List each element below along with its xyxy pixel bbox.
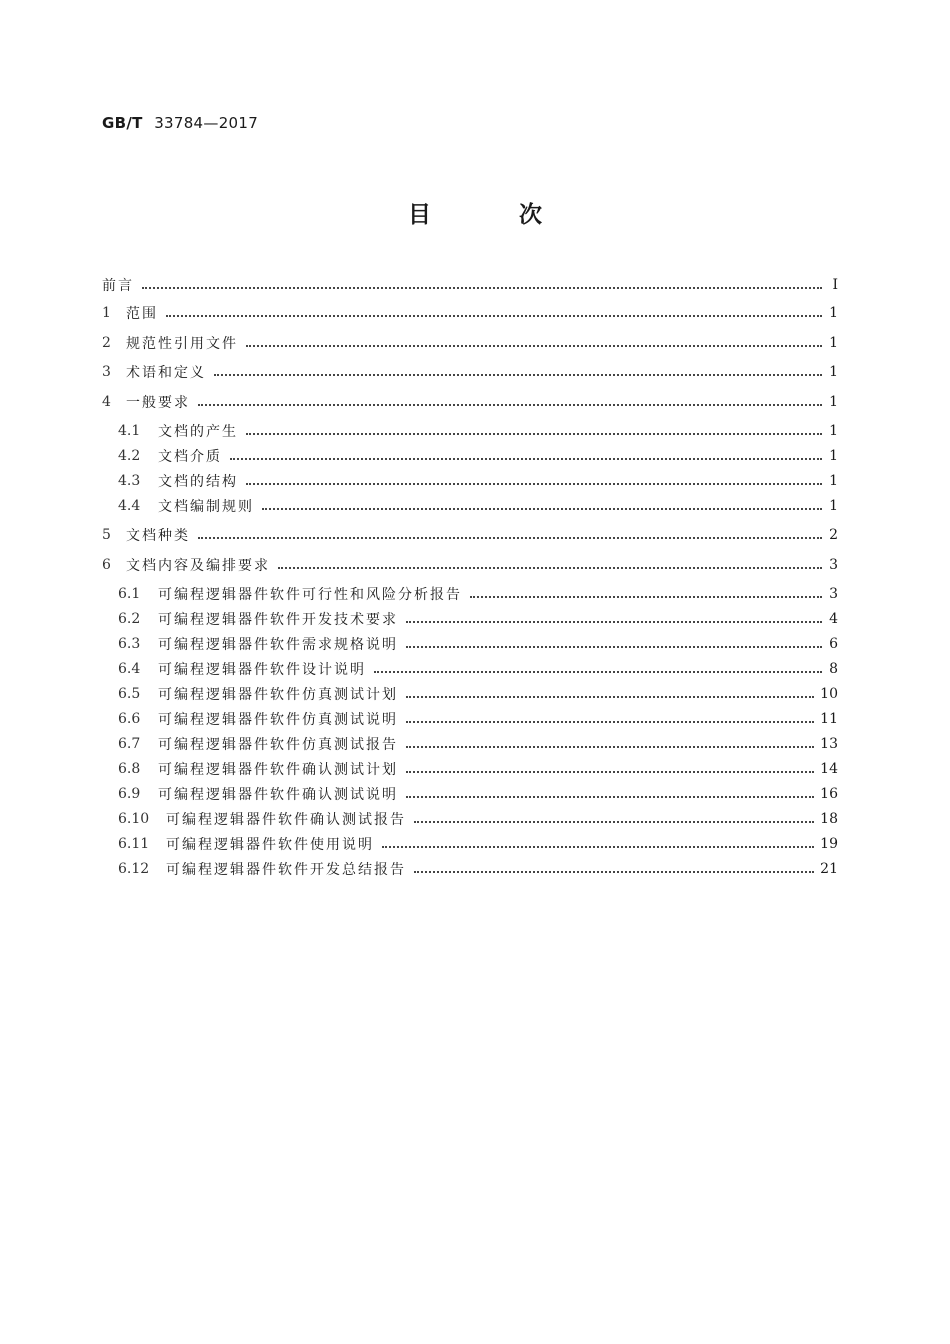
toc-entry-label: 范围 — [126, 306, 158, 322]
toc-entry-label: 可编程逻辑器件软件确认测试计划 — [158, 762, 398, 778]
toc-entry-page: 2 — [829, 527, 838, 543]
toc-entry-number: 6 — [102, 557, 111, 573]
dot-leader — [142, 273, 822, 289]
toc-entry-label: 规范性引用文件 — [126, 336, 238, 352]
toc-entry[interactable] — [102, 303, 838, 323]
toc-entry[interactable] — [118, 784, 838, 804]
dot-leader — [406, 707, 814, 723]
toc-entry[interactable] — [118, 609, 838, 629]
toc-entry-page: 8 — [829, 661, 838, 677]
toc-entry[interactable] — [118, 421, 838, 441]
toc-entry-label: 文档编制规则 — [158, 499, 254, 515]
toc-entry[interactable] — [118, 496, 838, 516]
toc-entry-label: 可编程逻辑器件软件仿真测试计划 — [158, 687, 398, 703]
toc-entry-label: 可编程逻辑器件软件开发总结报告 — [166, 862, 406, 878]
toc-entry[interactable] — [102, 555, 838, 575]
toc-entry-label: 文档的结构 — [158, 474, 238, 490]
toc-entry-label: 可编程逻辑器件软件开发技术要求 — [158, 612, 398, 628]
toc-entry[interactable] — [102, 362, 838, 382]
toc-entry-page: 4 — [829, 611, 838, 627]
toc-entry-number: 6.7 — [118, 736, 141, 752]
dot-leader — [278, 553, 822, 569]
toc-entry-number: 4 — [102, 394, 111, 410]
dot-leader — [246, 419, 822, 435]
toc-entry-number: 1 — [102, 305, 111, 321]
toc-entry-label: 术语和定义 — [126, 365, 206, 381]
dot-leader — [406, 607, 822, 623]
toc-entry-page: I — [832, 277, 838, 293]
toc-entry[interactable] — [118, 859, 838, 879]
toc-entry-label: 可编程逻辑器件软件确认测试报告 — [166, 812, 406, 828]
standard-code-number: 33784—2017 — [154, 114, 259, 132]
toc-entry-number: 5 — [102, 527, 111, 543]
toc-entry[interactable] — [118, 584, 838, 604]
toc-entry-page: 1 — [829, 394, 838, 410]
toc-entry-page: 13 — [820, 736, 838, 752]
toc-entry-page: 1 — [829, 305, 838, 321]
dot-leader — [470, 582, 822, 598]
toc-entry-page: 1 — [829, 473, 838, 489]
toc-entry-label: 文档内容及编排要求 — [126, 558, 270, 574]
toc-entry-label: 文档介质 — [158, 449, 222, 465]
toc-entry-page: 6 — [829, 636, 838, 652]
toc-entry-page: 1 — [829, 335, 838, 351]
toc-entry-number: 4.4 — [118, 498, 141, 514]
toc-entry-number: 6.11 — [118, 836, 150, 852]
dot-leader — [406, 782, 814, 798]
toc-entry-page: 19 — [820, 836, 838, 852]
toc-entry-number: 4.1 — [118, 423, 141, 439]
toc-entry-page: 1 — [829, 423, 838, 439]
toc-entry[interactable] — [118, 709, 838, 729]
toc-entry[interactable] — [118, 446, 838, 466]
toc-entry-label: 文档的产生 — [158, 424, 238, 440]
toc-entry[interactable] — [118, 471, 838, 491]
dot-leader — [406, 732, 814, 748]
toc-entry[interactable] — [118, 834, 838, 854]
toc-entry-label: 可编程逻辑器件软件可行性和风险分析报告 — [158, 587, 462, 603]
toc-entry-label: 一般要求 — [126, 395, 190, 411]
toc-entry-number: 6.3 — [118, 636, 141, 652]
toc-entry-page: 11 — [820, 711, 838, 727]
dot-leader — [230, 444, 822, 460]
toc-entry-number: 4.3 — [118, 473, 141, 489]
toc-entry-number: 6.1 — [118, 586, 141, 602]
toc-entry[interactable] — [118, 634, 838, 654]
dot-leader — [246, 469, 822, 485]
toc-entry-label: 可编程逻辑器件软件设计说明 — [158, 662, 366, 678]
dot-leader — [414, 807, 814, 823]
toc-entry-page: 3 — [829, 557, 838, 573]
toc-entry-number: 6.5 — [118, 686, 141, 702]
dot-leader — [382, 832, 814, 848]
toc-entry-page: 1 — [829, 448, 838, 464]
toc-entry-page: 21 — [820, 861, 838, 877]
toc-entry[interactable] — [102, 525, 838, 545]
toc-entry-number: 6.12 — [118, 861, 150, 877]
dot-leader — [166, 301, 822, 317]
toc-entry-label: 前言 — [102, 278, 134, 294]
toc-entry-label: 可编程逻辑器件软件需求规格说明 — [158, 637, 398, 653]
toc-entry-number: 6.10 — [118, 811, 150, 827]
toc-entry-label: 可编程逻辑器件软件使用说明 — [166, 837, 374, 853]
dot-leader — [198, 390, 822, 406]
toc-entry[interactable] — [102, 275, 838, 295]
toc-entry-number: 6.9 — [118, 786, 141, 802]
toc-entry-label: 可编程逻辑器件软件仿真测试报告 — [158, 737, 398, 753]
toc-entry-page: 16 — [820, 786, 838, 802]
dot-leader — [262, 494, 822, 510]
dot-leader — [246, 331, 822, 347]
dot-leader — [406, 632, 822, 648]
toc-entry-page: 14 — [820, 761, 838, 777]
toc-entry-page: 1 — [829, 364, 838, 380]
toc-entry-number: 3 — [102, 364, 111, 380]
dot-leader — [414, 857, 814, 873]
toc-entry[interactable] — [118, 759, 838, 779]
toc-entry-number: 6.4 — [118, 661, 141, 677]
dot-leader — [214, 360, 822, 376]
dot-leader — [374, 657, 822, 673]
toc-entry-number: 6.6 — [118, 711, 141, 727]
standard-code-prefix: GB/T — [102, 114, 143, 132]
toc-entry[interactable] — [102, 333, 838, 353]
toc-entry-number: 2 — [102, 335, 111, 351]
toc-entry-label: 可编程逻辑器件软件确认测试说明 — [158, 787, 398, 803]
standard-code — [102, 114, 258, 132]
toc-entry[interactable] — [118, 809, 838, 829]
toc-entry-page: 10 — [820, 686, 838, 702]
toc-entry-page: 1 — [829, 498, 838, 514]
dot-leader — [406, 757, 814, 773]
toc-entry-label: 可编程逻辑器件软件仿真测试说明 — [158, 712, 398, 728]
toc-entry[interactable] — [118, 684, 838, 704]
page-title: 目 次 — [407, 202, 582, 228]
toc-entry[interactable] — [102, 392, 838, 412]
dot-leader — [198, 523, 822, 539]
toc-entry[interactable] — [118, 734, 838, 754]
toc-entry-page: 18 — [820, 811, 838, 827]
toc-entry-number: 6.8 — [118, 761, 141, 777]
toc-entry-page: 3 — [829, 586, 838, 602]
dot-leader — [406, 682, 814, 698]
toc-entry[interactable] — [118, 659, 838, 679]
toc-entry-number: 6.2 — [118, 611, 141, 627]
toc-entry-number: 4.2 — [118, 448, 141, 464]
toc-entry-label: 文档种类 — [126, 528, 190, 544]
